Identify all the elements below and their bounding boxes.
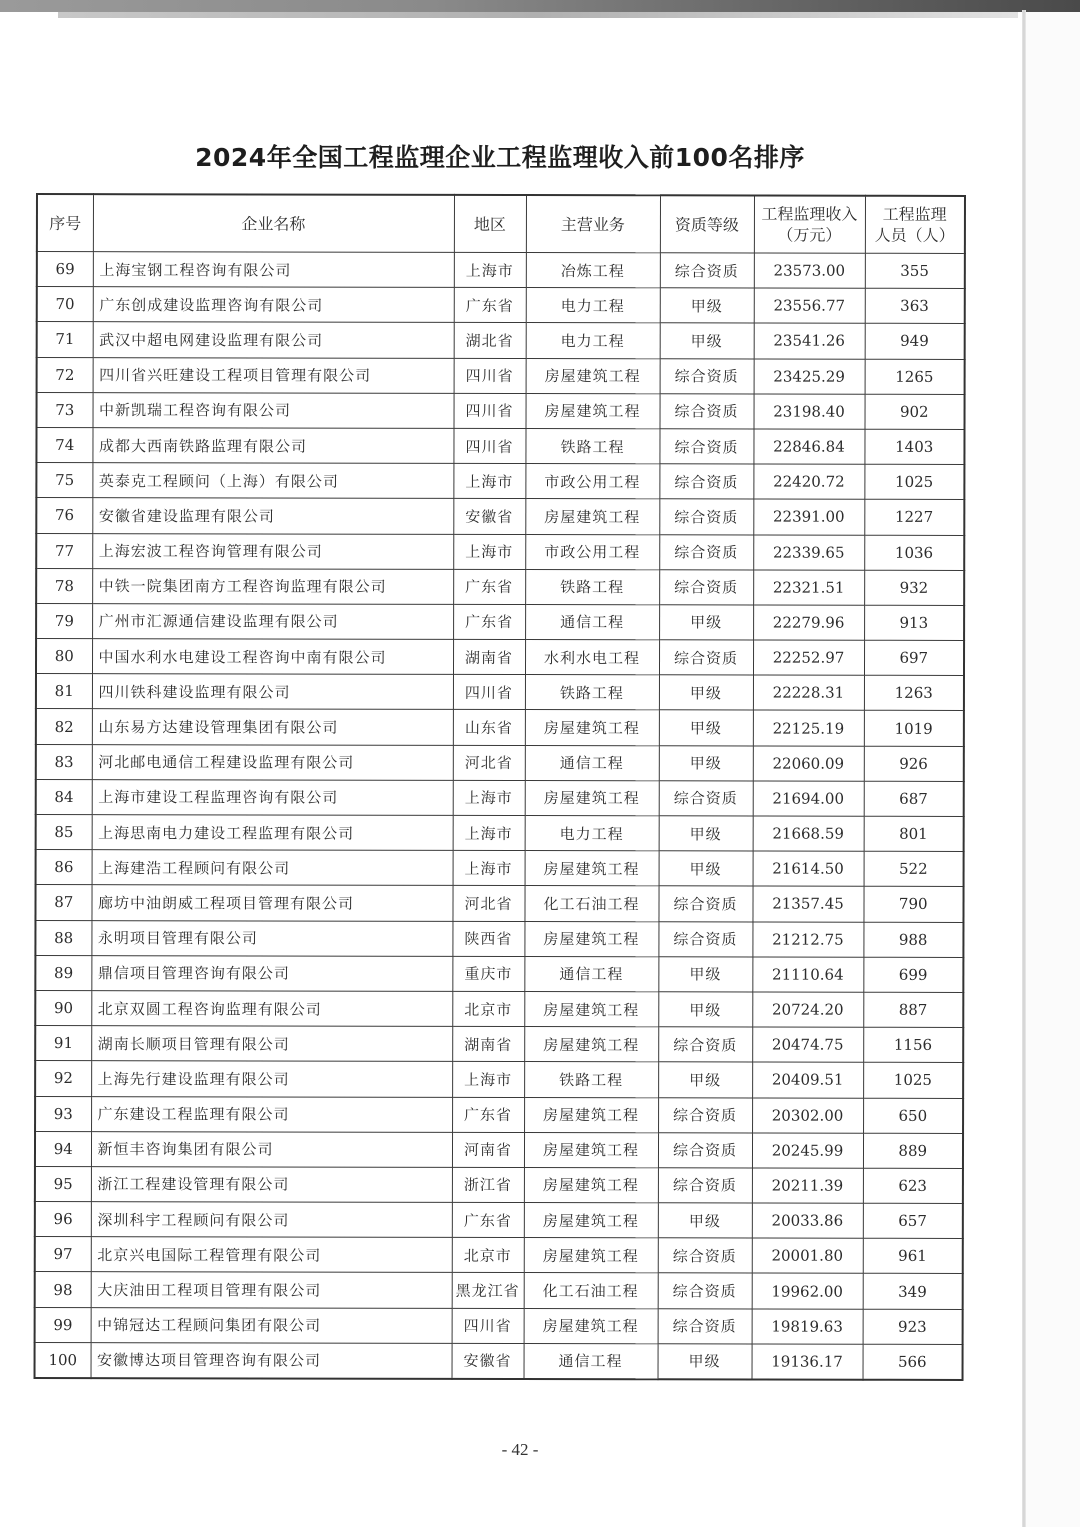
cell-region: 安徽省 (453, 499, 525, 534)
cell-business: 水利水电工程 (525, 640, 659, 675)
cell-index: 85 (36, 815, 92, 850)
cell-index: 76 (36, 498, 92, 533)
cell-region: 广东省 (453, 569, 525, 604)
cell-business: 房屋建筑工程 (524, 1167, 658, 1202)
cell-revenue: 20302.00 (752, 1098, 863, 1133)
cell-revenue: 20001.80 (752, 1238, 863, 1273)
cell-revenue: 21357.45 (752, 886, 863, 921)
cell-staff: 699 (863, 957, 963, 992)
cell-region: 陕西省 (452, 921, 524, 956)
cell-company-name: 广东建设工程监理有限公司 (91, 1096, 452, 1132)
cell-company-name: 湖南长顺项目管理有限公司 (91, 1026, 452, 1062)
cell-staff: 623 (863, 1168, 963, 1203)
cell-region: 四川省 (454, 393, 526, 428)
cell-company-name: 上海市建设工程监理咨询有限公司 (92, 779, 453, 815)
cell-staff: 1025 (863, 1063, 963, 1098)
cell-revenue: 21110.64 (752, 957, 863, 992)
cell-qualification: 甲级 (658, 1344, 752, 1380)
cell-index: 79 (36, 603, 92, 638)
table-row (36, 427, 964, 464)
cell-qualification: 综合资质 (659, 499, 753, 534)
cell-staff: 913 (864, 605, 964, 640)
cell-staff: 349 (863, 1274, 963, 1309)
cell-region: 广东省 (454, 288, 526, 323)
header-region: 地区 (454, 195, 526, 253)
cell-company-name: 英泰克工程顾问（上海）有限公司 (92, 463, 453, 499)
cell-index: 74 (36, 427, 92, 462)
cell-business: 房屋建筑工程 (525, 851, 659, 886)
cell-revenue: 23425.29 (754, 359, 865, 394)
cell-business: 房屋建筑工程 (524, 1097, 658, 1132)
header-staff (865, 196, 965, 254)
cell-company-name: 上海建浩工程顾问有限公司 (92, 850, 453, 886)
header-revenue (754, 196, 865, 254)
cell-business: 化工石油工程 (524, 886, 658, 921)
cell-region: 浙江省 (452, 1167, 524, 1202)
table-row (35, 1237, 963, 1274)
cell-region: 广东省 (453, 604, 525, 639)
cell-revenue: 21212.75 (752, 922, 863, 957)
table-row (37, 392, 965, 429)
cell-business: 房屋建筑工程 (526, 393, 660, 428)
cell-company-name: 新恒丰咨询集团有限公司 (91, 1131, 452, 1167)
cell-staff: 889 (863, 1133, 963, 1168)
cell-qualification: 甲级 (658, 1203, 752, 1238)
cell-company-name: 北京双圆工程咨询监理有限公司 (91, 991, 452, 1027)
cell-index: 86 (36, 850, 92, 885)
cell-staff: 932 (864, 570, 964, 605)
cell-qualification: 综合资质 (658, 1273, 752, 1308)
cell-index: 88 (35, 920, 91, 955)
cell-staff: 1227 (864, 500, 964, 535)
cell-index: 73 (37, 392, 93, 427)
cell-qualification: 综合资质 (659, 781, 753, 816)
cell-company-name: 廊坊中油朗威工程项目管理有限公司 (91, 885, 452, 921)
cell-index: 75 (36, 463, 92, 498)
header-name: 企业名称 (93, 194, 454, 252)
cell-staff: 687 (864, 781, 964, 816)
table-row (36, 674, 964, 711)
cell-qualification: 综合资质 (660, 358, 754, 393)
cell-revenue: 20724.20 (752, 992, 863, 1027)
cell-qualification: 甲级 (659, 816, 753, 851)
table-row (37, 287, 965, 324)
cell-staff: 1025 (864, 464, 964, 499)
cell-revenue: 20409.51 (752, 1062, 863, 1097)
table-row (37, 322, 965, 359)
cell-company-name: 上海宝钢工程咨询有限公司 (93, 252, 454, 288)
cell-business: 电力工程 (525, 816, 659, 851)
cell-region: 四川省 (454, 358, 526, 393)
cell-index: 82 (36, 709, 92, 744)
cell-index: 77 (36, 533, 92, 568)
cell-index: 84 (36, 779, 92, 814)
cell-business: 通信工程 (525, 604, 659, 639)
table-header-row (37, 194, 965, 253)
cell-company-name: 武汉中超电网建设监理有限公司 (93, 322, 454, 358)
cell-company-name: 中锦冠达工程顾问集团有限公司 (91, 1307, 452, 1343)
table-row (36, 709, 964, 746)
cell-company-name: 安徽省建设监理有限公司 (92, 498, 453, 534)
cell-business: 铁路工程 (524, 1062, 658, 1097)
cell-qualification: 甲级 (660, 288, 754, 323)
cell-company-name: 中国水利水电建设工程咨询中南有限公司 (92, 639, 453, 675)
cell-company-name: 上海先行建设监理有限公司 (91, 1061, 452, 1097)
cell-qualification: 甲级 (659, 851, 753, 886)
header-revenue-line1: 工程监理收入 (761, 204, 858, 224)
table-row (36, 850, 964, 887)
header-revenue-line2: （万元） (777, 225, 842, 245)
table-row (35, 1166, 963, 1203)
table-row (36, 779, 964, 816)
cell-staff: 697 (864, 640, 964, 675)
header-staff-line2: 人员（人） (874, 225, 955, 245)
cell-qualification: 甲级 (660, 323, 754, 358)
cell-qualification: 综合资质 (659, 569, 753, 604)
cell-business: 电力工程 (526, 323, 660, 358)
cell-revenue: 21668.59 (753, 816, 864, 851)
header-staff-line1: 工程监理 (882, 204, 947, 224)
cell-staff: 1265 (865, 359, 965, 394)
cell-index: 72 (37, 357, 93, 392)
table-row (36, 639, 964, 676)
cell-revenue: 21614.50 (753, 851, 864, 886)
cell-qualification: 综合资质 (658, 1308, 752, 1343)
cell-business: 通信工程 (525, 745, 659, 780)
cell-index: 87 (35, 885, 91, 920)
cell-revenue: 22279.96 (753, 605, 864, 640)
table-row (36, 744, 964, 781)
cell-region: 北京市 (452, 1238, 524, 1273)
cell-revenue: 20245.99 (752, 1133, 863, 1168)
cell-region: 湖北省 (454, 323, 526, 358)
cell-staff: 1403 (864, 429, 964, 464)
cell-company-name: 广州市汇源通信建设监理有限公司 (92, 603, 453, 639)
table-row (35, 1096, 963, 1133)
cell-qualification: 综合资质 (660, 394, 754, 429)
cell-qualification: 甲级 (659, 745, 753, 780)
cell-region: 安徽省 (452, 1343, 524, 1379)
cell-revenue: 19962.00 (752, 1273, 863, 1308)
cell-business: 房屋建筑工程 (524, 991, 658, 1026)
cell-revenue: 22846.84 (753, 429, 864, 464)
cell-qualification: 甲级 (658, 1062, 752, 1097)
cell-company-name: 上海思南电力建设工程监理有限公司 (92, 815, 453, 851)
cell-business: 铁路工程 (525, 675, 659, 710)
table-row (36, 568, 964, 605)
cell-company-name: 成都大西南铁路监理有限公司 (92, 428, 453, 464)
header-qualification: 资质等级 (660, 195, 754, 253)
cell-revenue: 22060.09 (753, 746, 864, 781)
cell-business: 电力工程 (526, 288, 660, 323)
cell-region: 上海市 (453, 780, 525, 815)
table-row (35, 1131, 963, 1168)
cell-index: 80 (36, 639, 92, 674)
cell-staff: 1019 (864, 711, 964, 746)
cell-qualification: 综合资质 (660, 253, 754, 288)
scan-shadow-top (0, 0, 1080, 12)
table-row (36, 603, 964, 640)
cell-business: 化工石油工程 (524, 1273, 658, 1308)
cell-qualification: 甲级 (658, 957, 752, 992)
cell-index: 95 (35, 1166, 91, 1201)
cell-staff: 949 (865, 324, 965, 359)
cell-revenue: 20474.75 (752, 1027, 863, 1062)
cell-business: 房屋建筑工程 (526, 358, 660, 393)
cell-business: 房屋建筑工程 (524, 1308, 658, 1343)
cell-revenue: 22228.31 (753, 675, 864, 710)
cell-region: 黑龙江省 (452, 1273, 524, 1308)
cell-revenue: 23541.26 (754, 323, 865, 358)
cell-region: 上海市 (453, 534, 525, 569)
cell-index: 71 (37, 322, 93, 357)
table-row (35, 990, 963, 1027)
cell-revenue: 23198.40 (754, 394, 865, 429)
cell-index: 92 (35, 1061, 91, 1096)
cell-region: 上海市 (453, 463, 525, 498)
cell-index: 98 (35, 1272, 91, 1307)
cell-index: 78 (36, 568, 92, 603)
cell-staff: 887 (863, 992, 963, 1027)
cell-business: 房屋建筑工程 (524, 1238, 658, 1273)
cell-business: 房屋建筑工程 (524, 921, 658, 956)
cell-qualification: 甲级 (658, 992, 752, 1027)
cell-business: 房屋建筑工程 (525, 710, 659, 745)
cell-staff: 1156 (863, 1027, 963, 1062)
table-body (35, 252, 965, 1380)
cell-company-name: 鼎信项目管理咨询有限公司 (91, 955, 452, 991)
table-row (35, 885, 963, 922)
cell-company-name: 深圳科宇工程顾问有限公司 (91, 1202, 452, 1238)
cell-region: 上海市 (453, 815, 525, 850)
cell-staff: 363 (865, 288, 965, 323)
cell-business: 房屋建筑工程 (524, 1132, 658, 1167)
cell-qualification: 甲级 (659, 710, 753, 745)
cell-qualification: 综合资质 (658, 921, 752, 956)
cell-index: 100 (35, 1342, 91, 1378)
cell-revenue: 22125.19 (753, 710, 864, 745)
cell-region: 河北省 (453, 745, 525, 780)
table-row (37, 357, 965, 394)
cell-revenue: 20211.39 (752, 1168, 863, 1203)
page-margin-right (1026, 12, 1080, 1527)
cell-index: 99 (35, 1307, 91, 1342)
table-row (35, 1202, 963, 1239)
cell-qualification: 综合资质 (658, 1097, 752, 1132)
cell-index: 90 (35, 990, 91, 1025)
cell-company-name: 四川省兴旺建设工程项目管理有限公司 (93, 357, 454, 393)
cell-index: 83 (36, 744, 92, 779)
cell-company-name: 永明项目管理有限公司 (91, 920, 452, 956)
header-index: 序号 (37, 194, 93, 252)
cell-business: 市政公用工程 (525, 534, 659, 569)
cell-index: 70 (37, 287, 93, 322)
cell-region: 河南省 (452, 1132, 524, 1167)
table-row (35, 1026, 963, 1063)
cell-company-name: 浙江工程建设管理有限公司 (91, 1166, 452, 1202)
cell-business: 房屋建筑工程 (524, 1027, 658, 1062)
cell-company-name: 中新凯瑞工程咨询有限公司 (93, 392, 454, 428)
cell-staff: 650 (863, 1098, 963, 1133)
cell-business: 铁路工程 (525, 428, 659, 463)
cell-index: 91 (35, 1026, 91, 1061)
cell-revenue: 22252.97 (753, 640, 864, 675)
cell-company-name: 中铁一院集团南方工程咨询监理有限公司 (92, 568, 453, 604)
cell-qualification: 甲级 (659, 675, 753, 710)
cell-staff: 566 (863, 1344, 963, 1380)
cell-index: 97 (35, 1237, 91, 1272)
table-row (35, 1061, 963, 1098)
cell-revenue: 22420.72 (753, 464, 864, 499)
cell-business: 通信工程 (524, 1343, 658, 1379)
cell-company-name: 山东易方达建设管理集团有限公司 (92, 709, 453, 745)
cell-company-name: 大庆油田工程项目管理有限公司 (91, 1272, 452, 1308)
cell-qualification: 综合资质 (659, 429, 753, 464)
cell-business: 房屋建筑工程 (524, 1203, 658, 1238)
cell-revenue: 20033.86 (752, 1203, 863, 1238)
cell-qualification: 综合资质 (658, 1132, 752, 1167)
table-row (35, 1342, 963, 1380)
cell-revenue: 22339.65 (753, 535, 864, 570)
table-row (37, 252, 965, 289)
table-row (36, 498, 964, 535)
cell-business: 铁路工程 (525, 569, 659, 604)
cell-qualification: 综合资质 (658, 1027, 752, 1062)
cell-qualification: 综合资质 (658, 1238, 752, 1273)
cell-business: 市政公用工程 (525, 464, 659, 499)
cell-qualification: 综合资质 (659, 534, 753, 569)
cell-qualification: 综合资质 (658, 886, 752, 921)
table-row (35, 1307, 963, 1344)
cell-staff: 1036 (864, 535, 964, 570)
page-number: - 42 - (501, 1440, 539, 1459)
cell-staff: 923 (863, 1309, 963, 1344)
table-row (36, 533, 964, 570)
cell-staff: 988 (863, 922, 963, 957)
table-row (35, 955, 963, 992)
cell-business: 通信工程 (524, 956, 658, 991)
cell-staff: 657 (863, 1203, 963, 1238)
cell-region: 重庆市 (452, 956, 524, 991)
scan-shadow-inner (58, 12, 1018, 18)
cell-region: 广东省 (452, 1097, 524, 1132)
cell-staff: 961 (863, 1238, 963, 1273)
cell-region: 北京市 (452, 991, 524, 1026)
table-row (36, 463, 964, 500)
header-business: 主营业务 (526, 195, 660, 253)
cell-revenue: 22391.00 (753, 499, 864, 534)
cell-staff: 902 (865, 394, 965, 429)
cell-qualification: 综合资质 (658, 1168, 752, 1203)
table-row (36, 815, 964, 852)
table-row (35, 1272, 963, 1309)
cell-revenue: 22321.51 (753, 570, 864, 605)
cell-revenue: 23556.77 (754, 288, 865, 323)
cell-region: 广东省 (452, 1202, 524, 1237)
cell-region: 四川省 (453, 428, 525, 463)
cell-company-name: 上海宏波工程咨询管理有限公司 (92, 533, 453, 569)
table-row (35, 920, 963, 957)
cell-region: 上海市 (453, 851, 525, 886)
cell-region: 湖南省 (452, 1026, 524, 1061)
cell-region: 上海市 (454, 252, 526, 287)
cell-qualification: 综合资质 (659, 640, 753, 675)
cell-company-name: 广东创成建设监理咨询有限公司 (93, 287, 454, 323)
cell-index: 81 (36, 674, 92, 709)
cell-revenue: 19819.63 (752, 1309, 863, 1344)
cell-index: 93 (35, 1096, 91, 1131)
cell-region: 山东省 (453, 710, 525, 745)
cell-index: 89 (35, 955, 91, 990)
cell-revenue: 19136.17 (752, 1344, 863, 1380)
cell-revenue: 23573.00 (754, 253, 865, 288)
cell-staff: 926 (864, 746, 964, 781)
document-title: 2024年全国工程监理企业工程监理收入前100名排序 (195, 143, 805, 172)
cell-revenue: 21694.00 (753, 781, 864, 816)
cell-company-name: 四川铁科建设监理有限公司 (92, 674, 453, 710)
cell-staff: 790 (863, 887, 963, 922)
cell-staff: 522 (864, 851, 964, 886)
cell-business: 冶炼工程 (526, 253, 660, 288)
cell-company-name: 北京兴电国际工程管理有限公司 (91, 1237, 452, 1273)
cell-business: 房屋建筑工程 (525, 499, 659, 534)
cell-business: 房屋建筑工程 (525, 780, 659, 815)
ranking-table (34, 193, 966, 1381)
cell-region: 河北省 (452, 886, 524, 921)
cell-company-name: 安徽博达项目管理咨询有限公司 (91, 1342, 452, 1378)
cell-qualification: 甲级 (659, 605, 753, 640)
cell-company-name: 河北邮电通信工程建设监理有限公司 (92, 744, 453, 780)
cell-staff: 801 (864, 816, 964, 851)
cell-region: 四川省 (453, 675, 525, 710)
cell-staff: 1263 (864, 675, 964, 710)
cell-index: 94 (35, 1131, 91, 1166)
cell-qualification: 综合资质 (659, 464, 753, 499)
cell-region: 上海市 (452, 1062, 524, 1097)
cell-index: 96 (35, 1202, 91, 1237)
cell-region: 四川省 (452, 1308, 524, 1343)
cell-index: 69 (37, 252, 93, 287)
cell-region: 湖南省 (453, 639, 525, 674)
cell-staff: 355 (865, 253, 965, 288)
